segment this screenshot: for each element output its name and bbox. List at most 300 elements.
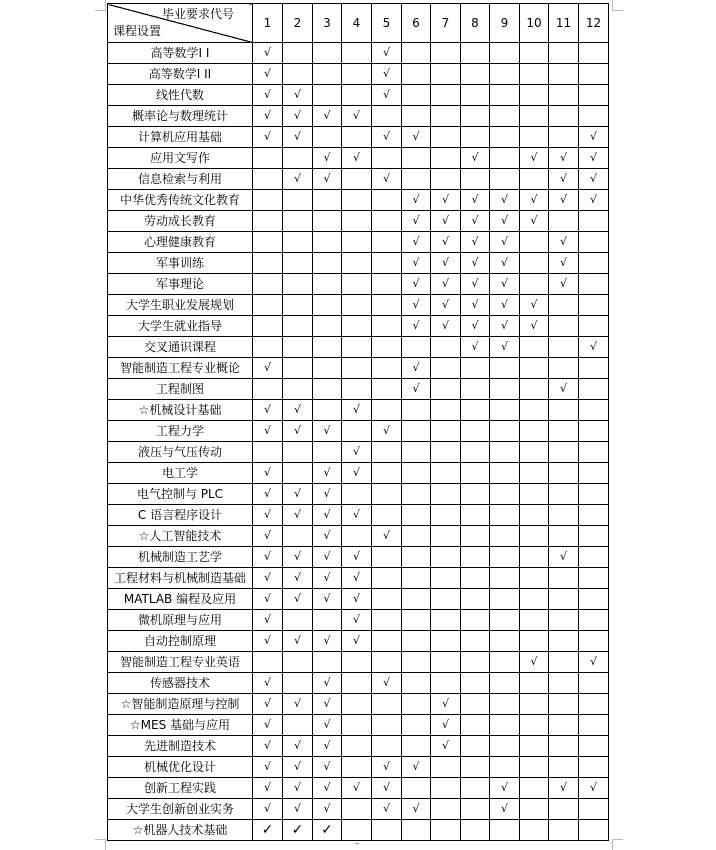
check-mark: √ (253, 526, 283, 547)
column-header: 3 (313, 4, 342, 43)
check-mark: √ (253, 589, 283, 610)
check-mark: √ (402, 295, 431, 316)
check-mark: √ (579, 778, 609, 799)
empty-cell (372, 547, 402, 568)
empty-cell (461, 799, 490, 820)
check-mark: √ (549, 148, 579, 169)
empty-cell (431, 799, 461, 820)
check-mark: √ (490, 211, 520, 232)
empty-cell (431, 379, 461, 400)
course-name: 军事训练 (108, 253, 253, 274)
check-mark: √ (342, 505, 372, 526)
empty-cell (313, 211, 342, 232)
check-mark: √ (402, 211, 431, 232)
course-name: 交叉通识课程 (108, 337, 253, 358)
empty-cell (372, 631, 402, 652)
empty-cell (253, 337, 283, 358)
course-name: ☆机械设计基础 (108, 400, 253, 421)
empty-cell (283, 190, 313, 211)
course-name: ☆机器人技术基础 (108, 820, 253, 841)
empty-cell (549, 799, 579, 820)
empty-cell (372, 232, 402, 253)
check-mark: √ (402, 127, 431, 148)
check-mark: √ (283, 589, 313, 610)
check-mark: √ (461, 148, 490, 169)
empty-cell (313, 127, 342, 148)
empty-cell (520, 778, 549, 799)
empty-cell (520, 589, 549, 610)
empty-cell (461, 820, 490, 841)
table-row (108, 610, 609, 631)
check-mark: √ (402, 316, 431, 337)
empty-cell (490, 568, 520, 589)
course-name: 心理健康教育 (108, 232, 253, 253)
empty-cell (579, 715, 609, 736)
empty-cell (490, 715, 520, 736)
empty-cell (579, 820, 609, 841)
empty-cell (490, 505, 520, 526)
empty-cell (579, 85, 609, 106)
empty-cell (490, 442, 520, 463)
empty-cell (253, 253, 283, 274)
empty-cell (342, 127, 372, 148)
empty-cell (431, 463, 461, 484)
empty-cell (520, 463, 549, 484)
empty-cell (520, 715, 549, 736)
empty-cell (461, 652, 490, 673)
course-name: 自动控制原理 (108, 631, 253, 652)
course-name: 智能制造工程专业英语 (108, 652, 253, 673)
empty-cell (490, 463, 520, 484)
empty-cell (579, 316, 609, 337)
empty-cell (461, 85, 490, 106)
check-mark: √ (253, 463, 283, 484)
empty-cell (549, 127, 579, 148)
empty-cell (549, 484, 579, 505)
empty-cell (549, 568, 579, 589)
table-row (108, 463, 609, 484)
empty-cell (579, 400, 609, 421)
empty-cell (431, 526, 461, 547)
empty-cell (549, 820, 579, 841)
empty-cell (549, 631, 579, 652)
empty-cell (342, 85, 372, 106)
empty-cell (431, 484, 461, 505)
empty-cell (579, 484, 609, 505)
empty-cell (283, 337, 313, 358)
empty-cell (402, 820, 431, 841)
empty-cell (431, 106, 461, 127)
empty-cell (283, 610, 313, 631)
course-name: 大学生就业指导 (108, 316, 253, 337)
empty-cell (520, 337, 549, 358)
empty-cell (342, 736, 372, 757)
empty-cell (313, 400, 342, 421)
empty-cell (431, 568, 461, 589)
empty-cell (313, 232, 342, 253)
check-mark: √ (313, 694, 342, 715)
empty-cell (549, 295, 579, 316)
column-header: 10 (520, 4, 549, 43)
empty-cell (490, 652, 520, 673)
empty-cell (461, 589, 490, 610)
check-mark: √ (313, 463, 342, 484)
check-mark: ✓ (283, 820, 313, 841)
empty-cell (342, 757, 372, 778)
empty-cell (520, 505, 549, 526)
check-mark: √ (549, 778, 579, 799)
empty-cell (549, 316, 579, 337)
empty-cell (402, 442, 431, 463)
empty-cell (402, 400, 431, 421)
check-mark: √ (313, 715, 342, 736)
course-name: 微机原理与应用 (108, 610, 253, 631)
empty-cell (461, 106, 490, 127)
empty-cell (283, 295, 313, 316)
empty-cell (579, 568, 609, 589)
empty-cell (372, 253, 402, 274)
course-name: 创新工程实践 (108, 778, 253, 799)
check-mark: √ (283, 169, 313, 190)
empty-cell (490, 358, 520, 379)
check-mark: √ (490, 232, 520, 253)
check-mark: √ (283, 778, 313, 799)
crop-mark-bottom-left (95, 839, 106, 850)
check-mark: √ (549, 232, 579, 253)
empty-cell (579, 589, 609, 610)
empty-cell (313, 610, 342, 631)
empty-cell (549, 358, 579, 379)
empty-cell (549, 211, 579, 232)
check-mark: √ (461, 190, 490, 211)
course-name: 电工学 (108, 463, 253, 484)
check-mark: √ (253, 85, 283, 106)
empty-cell (372, 736, 402, 757)
course-name: 电气控制与 PLC (108, 484, 253, 505)
check-mark: √ (342, 610, 372, 631)
course-setting-label: 课程设置 (113, 24, 162, 38)
check-mark: √ (253, 736, 283, 757)
check-mark: √ (313, 547, 342, 568)
course-name: 大学生创新创业实务 (108, 799, 253, 820)
empty-cell (372, 295, 402, 316)
check-mark: √ (461, 316, 490, 337)
corner-header-cell (108, 4, 253, 43)
empty-cell (490, 484, 520, 505)
course-name: 大学生职业发展规划 (108, 295, 253, 316)
table-row (108, 421, 609, 442)
empty-cell (490, 421, 520, 442)
empty-cell (579, 106, 609, 127)
table-row (108, 211, 609, 232)
crop-mark-top-left (95, 0, 106, 11)
check-mark: √ (431, 253, 461, 274)
table-row (108, 631, 609, 652)
empty-cell (549, 400, 579, 421)
course-name: 线性代数 (108, 85, 253, 106)
table-row (108, 484, 609, 505)
empty-cell (342, 484, 372, 505)
empty-cell (402, 505, 431, 526)
check-mark: √ (549, 379, 579, 400)
empty-cell (402, 778, 431, 799)
empty-cell (490, 757, 520, 778)
table-row (108, 169, 609, 190)
course-name: 劳动成长教育 (108, 211, 253, 232)
empty-cell (283, 442, 313, 463)
empty-cell (372, 610, 402, 631)
empty-cell (372, 106, 402, 127)
check-mark: √ (342, 631, 372, 652)
empty-cell (402, 43, 431, 64)
empty-cell (402, 463, 431, 484)
table-row (108, 673, 609, 694)
check-mark: √ (520, 316, 549, 337)
requirement-code-label: 毕业要求代号 (161, 7, 234, 21)
empty-cell (283, 673, 313, 694)
empty-cell (431, 547, 461, 568)
empty-cell (549, 43, 579, 64)
empty-cell (549, 463, 579, 484)
check-mark: √ (490, 337, 520, 358)
table-row (108, 778, 609, 799)
empty-cell (253, 232, 283, 253)
course-name: 高等数学Ⅰ I (108, 43, 253, 64)
check-mark: √ (490, 799, 520, 820)
check-mark: √ (372, 421, 402, 442)
empty-cell (579, 442, 609, 463)
check-mark: √ (402, 757, 431, 778)
empty-cell (431, 127, 461, 148)
course-name: 机械优化设计 (108, 757, 253, 778)
empty-cell (342, 211, 372, 232)
check-mark: √ (520, 211, 549, 232)
empty-cell (402, 673, 431, 694)
check-mark: √ (253, 400, 283, 421)
empty-cell (313, 190, 342, 211)
empty-cell (283, 274, 313, 295)
empty-cell (342, 673, 372, 694)
check-mark: √ (283, 757, 313, 778)
empty-cell (342, 43, 372, 64)
empty-cell (313, 442, 342, 463)
table-row (108, 799, 609, 820)
empty-cell (520, 820, 549, 841)
empty-cell (490, 400, 520, 421)
check-mark: √ (342, 106, 372, 127)
empty-cell (549, 715, 579, 736)
table-row (108, 652, 609, 673)
empty-cell (313, 274, 342, 295)
empty-cell (431, 400, 461, 421)
empty-cell (372, 442, 402, 463)
check-mark: √ (283, 106, 313, 127)
empty-cell (520, 757, 549, 778)
empty-cell (520, 106, 549, 127)
empty-cell (283, 652, 313, 673)
check-mark: √ (579, 337, 609, 358)
empty-cell (283, 64, 313, 85)
table-row (108, 85, 609, 106)
course-name: 工程力学 (108, 421, 253, 442)
empty-cell (402, 85, 431, 106)
empty-cell (283, 358, 313, 379)
empty-cell (461, 169, 490, 190)
empty-cell (253, 379, 283, 400)
course-name: ☆人工智能技术 (108, 526, 253, 547)
check-mark: √ (342, 568, 372, 589)
check-mark: √ (313, 736, 342, 757)
empty-cell (490, 736, 520, 757)
check-mark: ✓ (253, 820, 283, 841)
crop-mark-bottom-right (612, 839, 623, 850)
empty-cell (549, 757, 579, 778)
table-row (108, 547, 609, 568)
empty-cell (431, 652, 461, 673)
course-name: 工程材料与机械制造基础 (108, 568, 253, 589)
empty-cell (549, 736, 579, 757)
check-mark: √ (461, 295, 490, 316)
check-mark: √ (253, 778, 283, 799)
check-mark: √ (342, 442, 372, 463)
empty-cell (253, 442, 283, 463)
empty-cell (579, 379, 609, 400)
column-header: 8 (461, 4, 490, 43)
check-mark: √ (342, 589, 372, 610)
check-mark: √ (372, 169, 402, 190)
check-mark: √ (253, 421, 283, 442)
check-mark: √ (490, 316, 520, 337)
check-mark: √ (313, 505, 342, 526)
check-mark: √ (579, 190, 609, 211)
empty-cell (549, 442, 579, 463)
check-mark: √ (342, 778, 372, 799)
course-name: C 语言程序设计 (108, 505, 253, 526)
check-mark: √ (253, 631, 283, 652)
empty-cell (520, 379, 549, 400)
empty-cell (342, 274, 372, 295)
table-row (108, 379, 609, 400)
course-name: MATLAB 编程及应用 (108, 589, 253, 610)
empty-cell (490, 106, 520, 127)
check-mark: √ (342, 547, 372, 568)
empty-cell (520, 484, 549, 505)
empty-cell (372, 589, 402, 610)
empty-cell (253, 169, 283, 190)
column-header: 12 (579, 4, 609, 43)
empty-cell (579, 274, 609, 295)
table-row (108, 526, 609, 547)
empty-cell (372, 400, 402, 421)
empty-cell (283, 148, 313, 169)
empty-cell (402, 631, 431, 652)
check-mark: √ (313, 526, 342, 547)
check-mark: √ (253, 715, 283, 736)
empty-cell (283, 43, 313, 64)
empty-cell (520, 43, 549, 64)
check-mark: √ (461, 274, 490, 295)
check-mark: √ (313, 631, 342, 652)
check-mark: √ (520, 652, 549, 673)
empty-cell (402, 547, 431, 568)
empty-cell (490, 379, 520, 400)
empty-cell (431, 85, 461, 106)
empty-cell (461, 631, 490, 652)
empty-cell (549, 589, 579, 610)
table-row (108, 274, 609, 295)
check-mark: √ (313, 169, 342, 190)
empty-cell (461, 400, 490, 421)
course-name: 中华优秀传统文化教育 (108, 190, 253, 211)
check-mark: √ (461, 232, 490, 253)
empty-cell (461, 715, 490, 736)
empty-cell (402, 589, 431, 610)
empty-cell (520, 526, 549, 547)
course-requirement-matrix (107, 3, 609, 841)
empty-cell (342, 358, 372, 379)
check-mark: √ (402, 358, 431, 379)
check-mark: √ (402, 799, 431, 820)
check-mark: √ (253, 358, 283, 379)
empty-cell (579, 547, 609, 568)
empty-cell (372, 316, 402, 337)
empty-cell (579, 421, 609, 442)
check-mark: √ (283, 505, 313, 526)
empty-cell (431, 64, 461, 85)
empty-cell (520, 694, 549, 715)
check-mark: √ (283, 694, 313, 715)
check-mark: √ (283, 736, 313, 757)
column-header: 4 (342, 4, 372, 43)
empty-cell (520, 631, 549, 652)
empty-cell (431, 358, 461, 379)
empty-cell (283, 379, 313, 400)
empty-cell (283, 232, 313, 253)
column-header: 2 (283, 4, 313, 43)
empty-cell (402, 652, 431, 673)
empty-cell (402, 526, 431, 547)
check-mark: √ (283, 400, 313, 421)
table-row (108, 106, 609, 127)
check-mark: √ (579, 127, 609, 148)
empty-cell (402, 148, 431, 169)
empty-cell (490, 694, 520, 715)
empty-cell (520, 253, 549, 274)
empty-cell (431, 505, 461, 526)
empty-cell (579, 799, 609, 820)
empty-cell (253, 316, 283, 337)
empty-cell (579, 295, 609, 316)
table-row (108, 442, 609, 463)
empty-cell (520, 169, 549, 190)
check-mark: √ (313, 778, 342, 799)
empty-cell (520, 610, 549, 631)
empty-cell (579, 232, 609, 253)
empty-cell (579, 673, 609, 694)
empty-cell (313, 316, 342, 337)
empty-cell (342, 652, 372, 673)
empty-cell (520, 85, 549, 106)
empty-cell (549, 694, 579, 715)
check-mark: √ (283, 799, 313, 820)
empty-cell (520, 568, 549, 589)
check-mark: √ (313, 799, 342, 820)
empty-cell (253, 211, 283, 232)
empty-cell (520, 358, 549, 379)
check-mark: √ (283, 127, 313, 148)
empty-cell (342, 820, 372, 841)
column-header: 9 (490, 4, 520, 43)
